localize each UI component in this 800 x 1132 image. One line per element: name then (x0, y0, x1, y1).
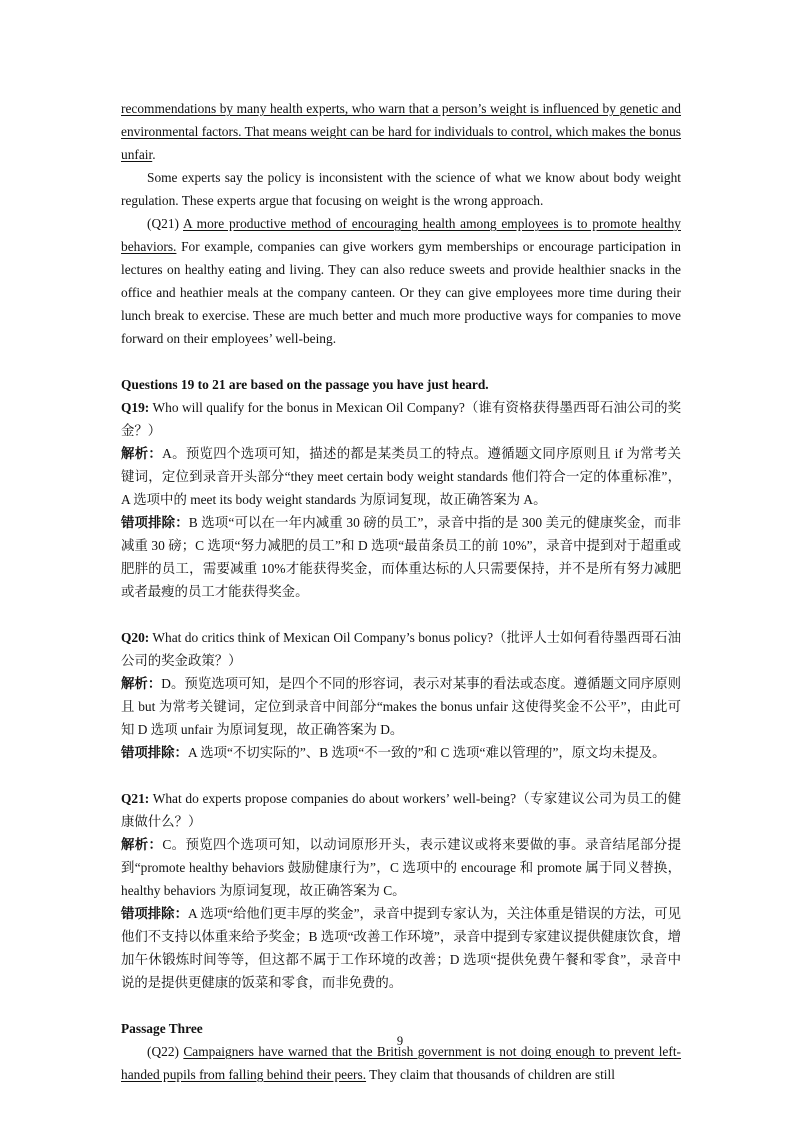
q20-label: Q20: (121, 630, 150, 645)
question-tag: (Q21) (147, 216, 183, 231)
passage-paragraph-3: (Q21) A more productive method of encouraging health among employees is to promote healthy behaviors. For example, companies can give workers gym memberships or encourage participation in lectures on healthy eating and living. They can also reduce sweets and provide healthier snacks in the office and heathier meals at the company canteen. Or they can give employees more time during their lunch break to exercise. These are much better and much more productive ways for companies to move forward on their employees’ well-being. (121, 216, 681, 346)
q19-label: Q19: (121, 400, 150, 415)
underlined-key-sentence: A more productive method of encouraging health among employees is to promote healthy behaviors. (121, 216, 681, 254)
questions-heading: Questions 19 to 21 are based on the passage you have just heard. (121, 377, 489, 392)
underlined-key-sentence: Campaigners have warned that the British government is not doing enough to prevent left-handed pupils from falling behind their peers. (121, 1044, 681, 1082)
passage-three-paragraph: (Q22) Campaigners have warned that the British government is not doing enough to prevent left-handed pupils from falling behind their peers. They claim that thousands of children are still (121, 1044, 681, 1082)
passage-three-heading: Passage Three (121, 1021, 203, 1036)
q19-question: Q19: Who will qualify for the bonus in Mexican Oil Company?（谁有资格获得墨西哥石油公司的奖金？） (121, 400, 681, 438)
q20-elimination: 错项排除：A 选项“不切实际的”、B 选项“不一致的”和 C 选项“难以管理的”，原文均未提及。 (121, 745, 666, 760)
q21-label: Q21: (121, 791, 150, 806)
q21-analysis: 解析：C。预览四个选项可知，以动词原形开头，表示建议或将来要做的事。录音结尾部分提到“promote healthy behaviors 鼓励健康行为”，C 选项中的 encourage 和 promote 属于同义替换，healthy behaviors 为原词复现，故正确答案为 C。 (121, 837, 682, 898)
document-body (121, 97, 681, 1086)
q19-elimination: 错项排除：B 选项“可以在一年内减重 30 磅的员工”，录音中指的是 300 美元的健康奖金，而非减重 30 磅；C 选项“努力减肥的员工”和 D 选项“最苗条员工的前 10%”，录音中提到对于超重或肥胖的员工，需要减重 10%才能获得奖金，而体重达标的人只需要保持，并不是所有努力减肥或者最瘦的员工才能获得奖金。 (121, 515, 682, 599)
q20-question: Q20: What do critics think of Mexican Oil Company’s bonus policy?（批评人士如何看待墨西哥石油公司的奖金政策？） (121, 630, 681, 668)
underlined-key-sentence: recommendations by many health experts, who warn that a person’s weight is influenced by genetic and environmental factors. That means weight can be hard for individuals to control, which makes the bonus unfair (121, 101, 681, 162)
question-tag: (Q22) (147, 1044, 184, 1059)
passage-paragraph-1: recommendations by many health experts, who warn that a person’s weight is influenced by genetic and environmental factors. That means weight can be hard for individuals to control, which makes the bonus unfair. (121, 101, 681, 162)
q20-analysis: 解析：D。预览选项可知，是四个不同的形容词，表示对某事的看法或态度。遵循题文同序原则且 but 为常考关键词，定位到录音中间部分“makes the bonus unfair 这使得奖金不公平”，由此可知 D 选项 unfair 为原词复现，故正确答案为 D。 (121, 676, 682, 737)
q21-question: Q21: What do experts propose companies do about workers’ well-being?（专家建议公司为员工的健康做什么？） (121, 791, 681, 829)
page-number: 9 (396, 1034, 404, 1048)
passage-paragraph-2: Some experts say the policy is inconsistent with the science of what we know about body weight regulation. These experts argue that focusing on weight is the wrong approach. (121, 170, 681, 208)
q19-analysis: 解析：A。预览四个选项可知，描述的都是某类员工的特点。遵循题文同序原则且 if 为常考关键词，定位到录音开头部分“they meet certain body weight standards 他们符合一定的体重标准”，A 选项中的 meet its body weight standards 为原词复现，故正确答案为 A。 (121, 446, 681, 507)
q21-elimination: 错项排除：A 选项“给他们更丰厚的奖金”，录音中提到专家认为，关注体重是错误的方法，可见他们不支持以体重来给予奖金；B 选项“改善工作环境”，录音中提到专家建议提供健康饮食，增加午休锻炼时间等等，但这都不属于工作环境的改善；D 选项“提供免费午餐和零食”，录音中说的是提供更健康的饭菜和零食，而非免费的。 (121, 906, 681, 990)
